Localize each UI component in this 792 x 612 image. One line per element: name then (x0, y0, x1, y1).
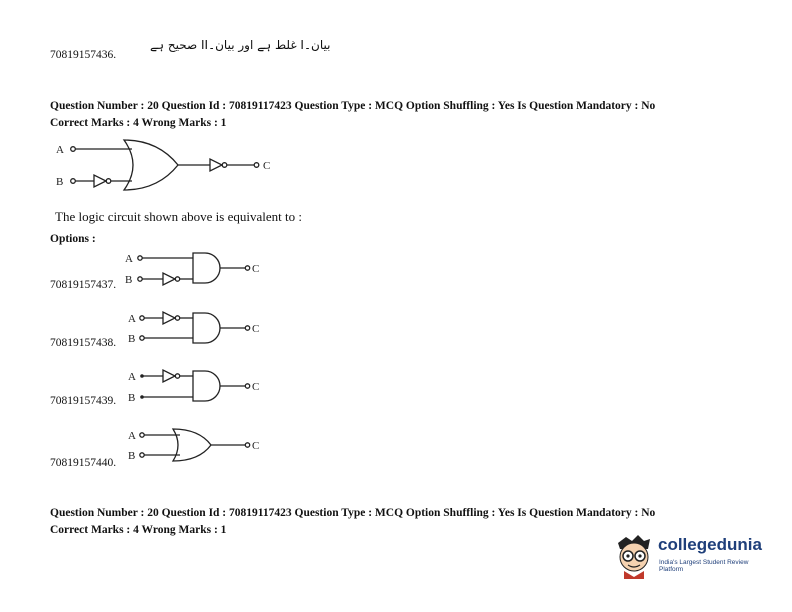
svg-text:C: C (252, 381, 260, 393)
svg-text:B: B (128, 450, 136, 462)
option-1-circuit (123, 250, 273, 290)
svg-text:A: A (128, 371, 136, 383)
mascot-icon (612, 533, 656, 579)
next-question-meta-line1: Question Number : 20 Question Id : 70819117423 Question Type : MCQ Option Shuffling : Yes Is Question Mandatory : No (50, 507, 656, 519)
option-2-id[interactable]: 70819157438. (50, 337, 117, 349)
input-a-label: A (56, 144, 64, 156)
option-1-id[interactable]: 70819157437. (50, 279, 117, 291)
options-heading: Options : (50, 233, 96, 245)
question-meta-line2: Correct Marks : 4 Wrong Marks : 1 (50, 117, 227, 129)
option-4-id[interactable]: 70819157440. (50, 457, 117, 469)
svg-text:A: A (128, 430, 136, 442)
logo-wordmark: collegedunia (658, 535, 762, 554)
svg-text:B: B (125, 274, 133, 286)
collegedunia-logo (612, 533, 772, 579)
svg-text:C: C (252, 263, 260, 275)
svg-text:A: A (128, 313, 136, 325)
next-question-meta-line2: Correct Marks : 4 Wrong Marks : 1 (50, 524, 227, 536)
prev-option-urdu-text: بیان۔I غلط ہے اور بیان۔II صحیح ہے (150, 38, 331, 52)
prev-option-id: 70819157436. (50, 49, 117, 61)
svg-text:B: B (128, 392, 136, 404)
option-2-circuit (123, 309, 273, 349)
output-c-label: C (263, 160, 271, 172)
question-meta-line1: Question Number : 20 Question Id : 70819117423 Question Type : MCQ Option Shuffling : Yes Is Question Mandatory : No (50, 100, 656, 112)
svg-text:A: A (125, 253, 133, 265)
logo-tagline: India's Largest Student Review Platform (659, 559, 749, 573)
option-3-id[interactable]: 70819157439. (50, 395, 117, 407)
svg-text:C: C (252, 323, 260, 335)
input-b-label: B (56, 176, 64, 188)
question-text: The logic circuit shown above is equivalent to : (55, 209, 302, 224)
svg-text:C: C (252, 440, 260, 452)
question-circuit-figure (50, 138, 290, 194)
option-3-circuit (123, 367, 273, 407)
svg-text:B: B (128, 333, 136, 345)
option-4-circuit (123, 426, 273, 466)
